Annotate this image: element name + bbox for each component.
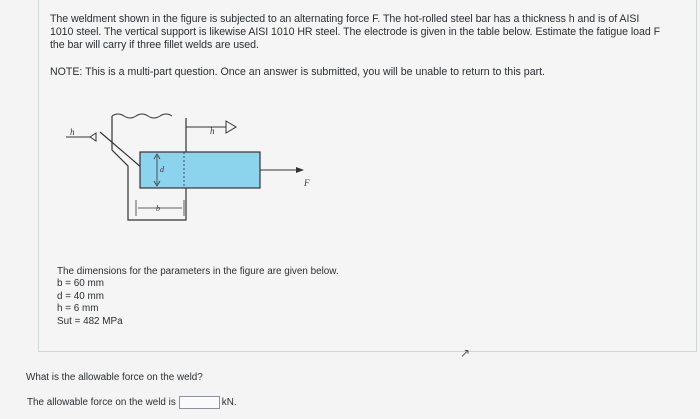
label-F: F xyxy=(304,178,310,188)
steel-bar xyxy=(140,152,260,188)
dim-sut: Sut = 482 MPa xyxy=(57,315,123,327)
answer-unit: kN. xyxy=(221,397,237,408)
dimensions-intro: The dimensions for the parameters in the figure are given below. xyxy=(57,266,339,277)
dim-h: h = 6 mm xyxy=(57,303,99,315)
dimensions-block xyxy=(57,266,339,328)
dim-d: d = 40 mm xyxy=(57,290,104,302)
answer-input[interactable] xyxy=(179,396,220,409)
label-h-top: h xyxy=(210,126,215,136)
note-text: NOTE: This is a multi-part question. Once an answer is submitted, you will be unable to return to this part. xyxy=(50,66,545,78)
label-b: b xyxy=(156,204,160,213)
answer-row xyxy=(27,396,237,409)
mouse-cursor-icon: ↗ xyxy=(460,346,471,360)
label-d: d xyxy=(160,165,164,174)
label-h-left: h xyxy=(70,127,75,137)
weldment-figure xyxy=(60,104,330,234)
problem-statement: The weldment shown in the figure is subjected to an alternating force F. The hot-rolled steel bar has a thickness h and is of AISI 1010 steel. The vertical support is likewise AISI 1010 HR steel. The electrode is given in the table below. Estimate the fatigue load F the bar will carry if three fillet welds are used. xyxy=(50,13,660,52)
wall-hatch xyxy=(112,114,172,118)
answer-prefix: The allowable force on the weld is xyxy=(27,397,176,408)
question-text: What is the allowable force on the weld? xyxy=(26,372,203,383)
dim-b: b = 60 mm xyxy=(57,278,104,290)
